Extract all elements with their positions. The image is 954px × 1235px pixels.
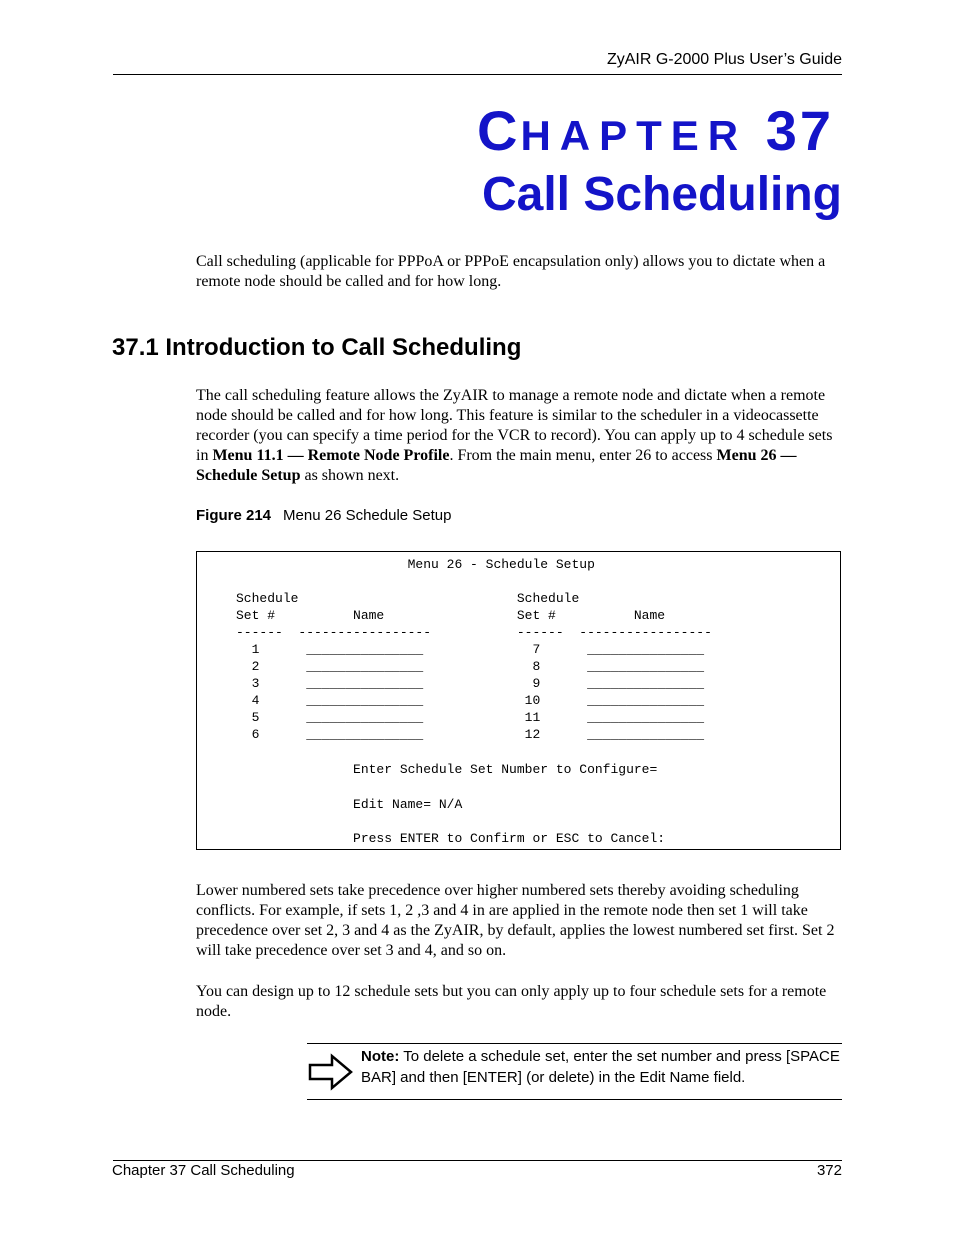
note-text <box>361 1046 841 1088</box>
section-paragraph <box>196 386 846 486</box>
menu-line: 5 _______________ 11 _______________ <box>197 710 705 725</box>
arrow-right-icon <box>308 1053 354 1091</box>
running-header: ZyAIR G-2000 Plus User’s Guide <box>606 51 842 68</box>
chapter-label <box>477 98 834 169</box>
design-paragraph: You can design up to 12 schedule sets but you can only apply up to four schedule sets for a remote node. <box>196 983 827 1020</box>
menu-line: ------ ----------------- ------ ----------------- <box>197 625 712 640</box>
chapter-title: Call Scheduling <box>481 168 842 221</box>
menu-line: Enter Schedule Set Number to Configure= <box>197 762 658 777</box>
menu-reference-schedule-setup: Menu 26 — Schedule Setup <box>196 447 797 484</box>
menu-line: Press ENTER to Confirm or ESC to Cancel: <box>197 831 666 846</box>
menu-screen <box>196 551 841 850</box>
menu-line: Edit Name= N/A <box>197 797 463 812</box>
header-rule <box>113 74 842 75</box>
intro-paragraph: Call scheduling (applicable for PPPoA or PPPoE encapsulation only) allows you to dictate when a remote node should be called and for how long. <box>196 253 826 290</box>
menu-line: 4 _______________ 10 _______________ <box>197 693 705 708</box>
menu-line: 1 _______________ 7 _______________ <box>197 642 705 657</box>
page-number: 372 <box>816 1162 842 1179</box>
figure-number: Figure 214 <box>196 507 272 524</box>
chapter-number: 37 <box>765 99 834 162</box>
menu-reference-remote-node: Menu 11.1 — Remote Node Profile <box>212 447 450 464</box>
precedence-paragraph: Lower numbered sets take precedence over higher numbered sets thereby avoiding scheduling conflicts. For example, if sets 1, 2 ,3 and 4 in are applied in the remote node then set 1 will take precedence over set 2, 3 and 4 as the ZyAIR, by default, applies the lowest numbered set first. Set 2 will take precedence over set 3 and 4, and so on. <box>196 882 835 959</box>
chapter-label-rest: HAPTER <box>520 112 748 159</box>
section-text: . From the main menu, enter 26 to access <box>449 447 717 464</box>
note-body: To delete a schedule set, enter the set number and press [SPACE BAR] and then [ENTER] (or delete) in the Edit Name field. <box>361 1048 840 1086</box>
note-label: Note: <box>361 1048 400 1065</box>
figure-caption-text: Menu 26 Schedule Setup <box>283 507 452 524</box>
menu-line: 2 _______________ 8 _______________ <box>197 659 705 674</box>
section-heading: 37.1 Introduction to Call Scheduling <box>112 334 522 361</box>
menu-line: 3 _______________ 9 _______________ <box>197 676 705 691</box>
note-bottom-rule <box>307 1099 842 1100</box>
menu-line: Set # Name Set # Name <box>197 608 666 623</box>
chapter-label-initial: C <box>477 99 521 162</box>
footer-chapter: Chapter 37 Call Scheduling <box>112 1162 295 1179</box>
note-top-rule <box>307 1043 842 1044</box>
section-text: as shown next. <box>300 467 400 484</box>
menu-line: Schedule Schedule <box>197 591 580 606</box>
menu-line: Menu 26 - Schedule Setup <box>197 557 595 572</box>
footer-rule <box>113 1160 842 1161</box>
section-text: The call scheduling feature allows the ZyAIR to manage a remote node and dictate when a remote node should be called and for how long. This feature is similar to the scheduler in a videocassette recorder (you can specify a time period for the VCR to record). You can apply up to 4 schedule sets in <box>196 387 833 464</box>
menu-line: 6 _______________ 12 _______________ <box>197 727 705 742</box>
figure-caption <box>196 507 452 524</box>
